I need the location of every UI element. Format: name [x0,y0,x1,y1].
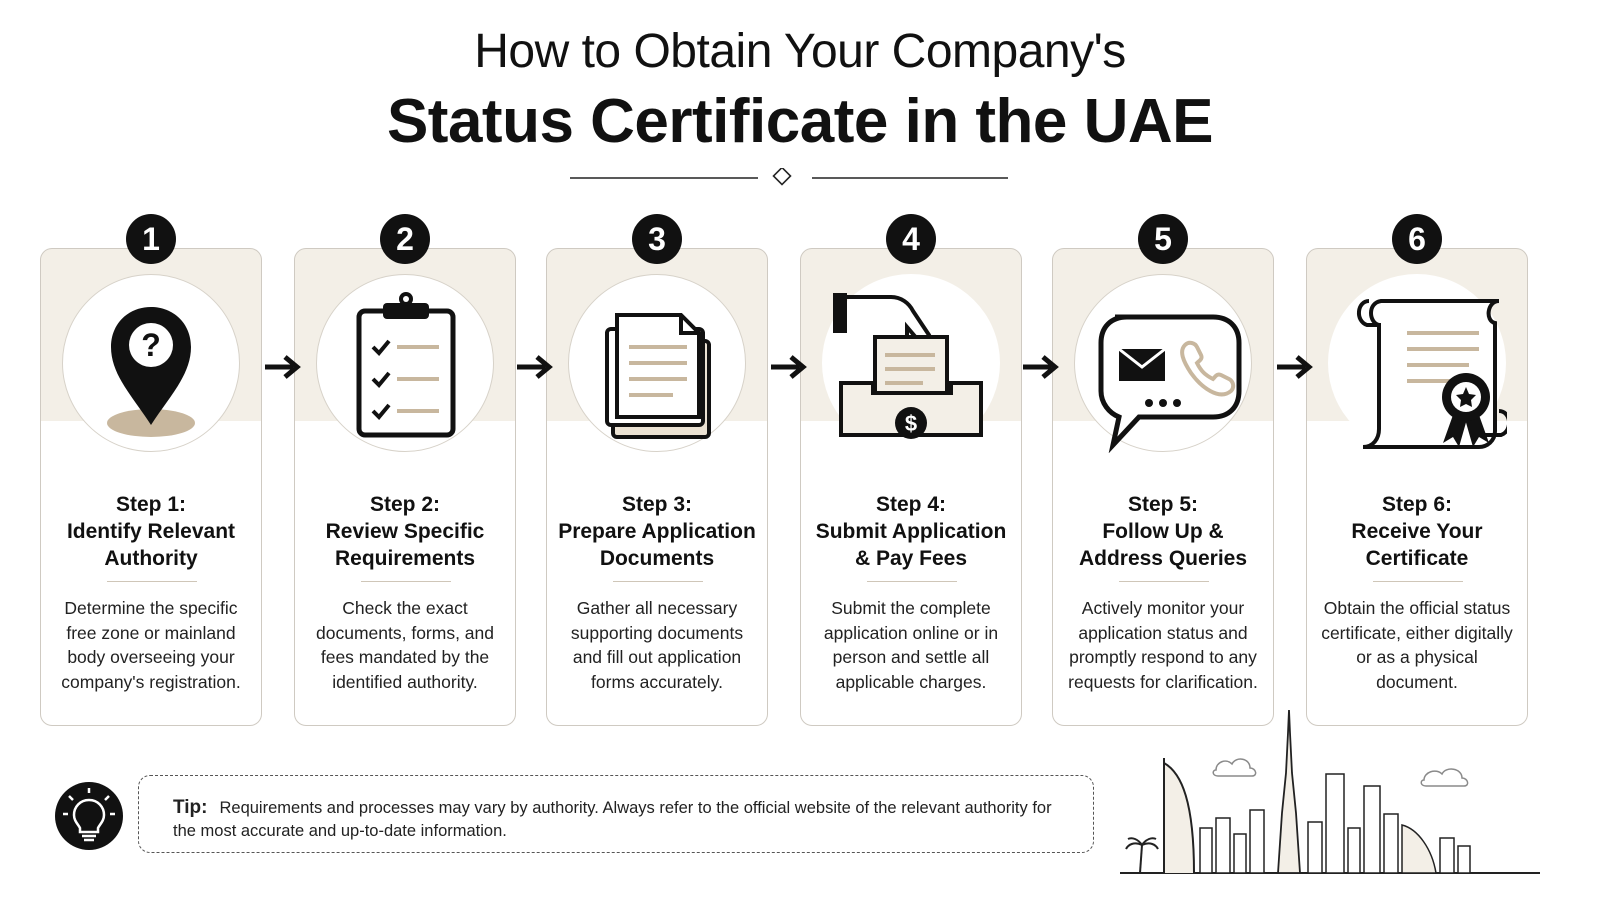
step-6-number-badge: 6 [1392,214,1442,264]
step-4-label: Step 4: [875,493,946,516]
arrow-right-icon [1021,352,1061,382]
step-5-title: Follow Up & Address Queries [1078,520,1248,570]
step-3-label: Step 3: [621,493,692,516]
step-2-description: Check the exact documents, forms, and fees mandated by the identified authority. [316,598,494,692]
tip-label: Tip: [173,797,208,818]
speech-bubble-mail-phone-icon [1075,275,1253,453]
step-1-divider [107,581,197,582]
step-2-number-badge: 2 [380,214,430,264]
step-card-5 [1052,248,1274,726]
step-card-3 [546,248,768,726]
step-6-icon-circle [1328,274,1506,452]
location-pin-question-icon [63,275,241,453]
step-2-divider [361,581,451,582]
step-5-icon-circle [1074,274,1252,452]
hand-submit-payment-icon [823,275,1001,453]
step-3-number-badge: 3 [632,214,682,264]
dubai-skyline-illustration [1120,710,1540,880]
step-card-1 [40,248,262,726]
arrow-right-icon [515,352,555,382]
documents-stack-icon [569,275,747,453]
step-6-description: Obtain the official status certificate, either digitally or as a physical document. [1321,598,1513,692]
step-4-description: Submit the complete application online or in person and settle all applicable charges. [823,598,999,692]
step-6-divider [1373,581,1463,582]
tip-text: Requirements and processes may vary by authority. Always refer to the official website of the relevant authority for the most accurate and up-to-date information. [173,799,1052,840]
clipboard-checklist-icon [317,275,495,453]
step-6-title: Receive Your Certificate [1351,520,1483,570]
page-title-line-1: How to Obtain Your Company's [474,25,1126,78]
step-5-label: Step 5: [1127,493,1198,516]
step-1-description: Determine the specific free zone or mainland body overseeing your company's registration. [61,598,241,692]
step-1-icon-circle [62,274,240,452]
step-card-4 [800,248,1022,726]
step-5-divider [1119,581,1209,582]
step-2-title: Review Specific Requirements [325,520,485,570]
step-2-label: Step 2: [369,493,440,516]
arrow-right-icon [1275,352,1315,382]
step-5-description: Actively monitor your application status and promptly respond to any requests for clarification. [1068,598,1258,692]
page-title-line-2: Status Certificate in the UAE [386,87,1214,156]
certificate-scroll-ribbon-icon [1329,275,1507,453]
tip-box [138,775,1094,853]
step-3-description: Gather all necessary supporting documents and fill out application forms accurately. [570,598,744,692]
step-3-icon-circle [568,274,746,452]
tip-icon-circle [55,782,123,850]
step-1-number-badge: 1 [126,214,176,264]
tip-text-wrapper [173,796,1073,843]
step-6-label: Step 6: [1381,493,1452,516]
step-5-number-badge: 5 [1138,214,1188,264]
step-2-icon-circle [316,274,494,452]
arrow-right-icon [263,352,303,382]
step-1-label: Step 1: [115,493,186,516]
svg-text:?: ? [141,327,161,363]
svg-text:$: $ [904,411,918,436]
step-4-divider [867,581,957,582]
lightbulb-icon [55,782,123,850]
step-card-2 [294,248,516,726]
step-1-title: Identify Relevant Authority [66,520,236,570]
title-divider [570,168,1030,192]
step-4-number-badge: 4 [886,214,936,264]
step-3-title: Prepare Application Documents [558,520,756,570]
arrow-right-icon [769,352,809,382]
step-4-icon-circle [822,274,1000,452]
step-4-title: Submit Application & Pay Fees [815,520,1007,570]
step-card-6 [1306,248,1528,726]
step-3-divider [613,581,703,582]
